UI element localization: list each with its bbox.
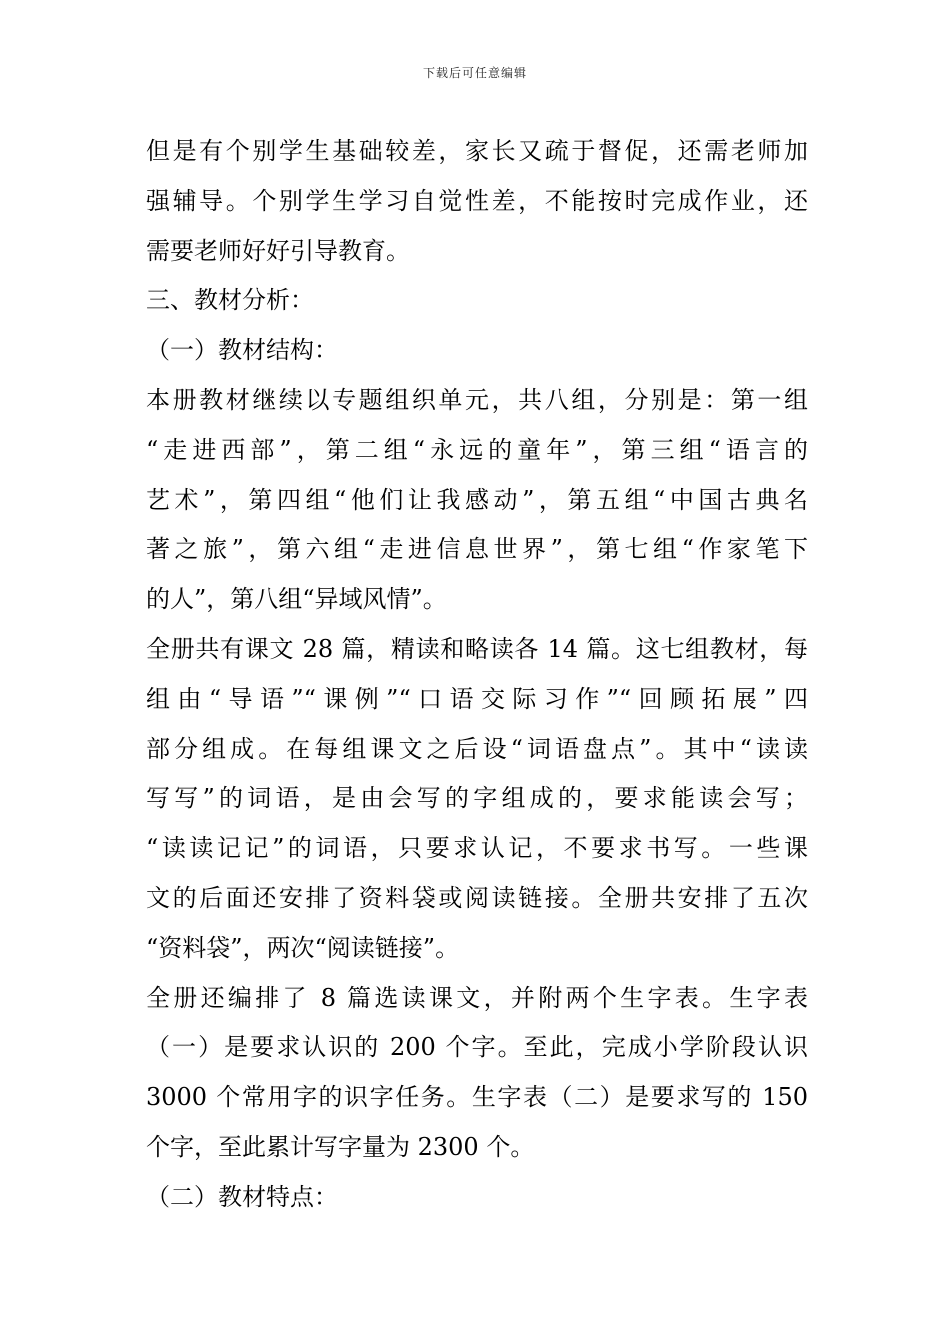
paragraph-line: 著之旅”，第六组“走进信息世界”，第七组“作家笔下 <box>146 535 808 564</box>
paragraph-line: （一）是要求认识的 200 个字。至此，完成小学阶段认识 <box>146 1033 808 1062</box>
paragraph-line: 写写”的词语，是由会写的字组成的，要求能读会写； <box>146 784 808 813</box>
page-header: 下载后可任意编辑 <box>422 66 527 80</box>
paragraph-line: “资料袋”，两次“阅读链接”。 <box>146 933 460 962</box>
paragraph-line: “走进西部”，第二组“永远的童年”，第三组“语言的 <box>146 435 808 464</box>
paragraph-line: 三、教材分析： <box>146 286 314 315</box>
paragraph-line: 但是有个别学生基础较差，家长又疏于督促，还需老师加 <box>146 137 808 165</box>
paragraph-line: 个字，至此累计写字量为 2300 个。 <box>146 1132 535 1161</box>
paragraph-line: 强辅导。个别学生学习自觉性差，不能按时完成作业，还 <box>146 186 808 215</box>
paragraph-line: 本册教材继续以专题组织单元，共八组，分别是：第一组 <box>146 385 808 414</box>
paragraph-line: 艺术”，第四组“他们让我感动”，第五组“中国古典名 <box>146 485 808 514</box>
paragraph-line: “读读记记”的词语，只要求认记，不要求书写。一些课 <box>146 834 808 863</box>
paragraph-line: 组由“导语”“课例”“口语交际习作”“回顾拓展”四 <box>146 684 808 713</box>
paragraph-line: 的人”，第八组“异域风情”。 <box>146 585 447 614</box>
paragraph-line: 部分组成。在每组课文之后设“词语盘点”。其中“读读 <box>146 734 808 763</box>
paragraph-line: 全册还编排了 8 篇选读课文，并附两个生字表。生字表 <box>146 983 808 1012</box>
paragraph-line: （二）教材特点： <box>146 1182 338 1211</box>
paragraph-line: （一）教材结构： <box>146 336 338 365</box>
document-body <box>146 127 808 1223</box>
paragraph-line: 3000 个常用字的识字任务。生字表（二）是要求写的 150 <box>146 1083 808 1112</box>
paragraph-line: 文的后面还安排了资料袋或阅读链接。全册共安排了五次 <box>146 883 808 912</box>
paragraph-line: 全册共有课文 28 篇，精读和略读各 14 篇。这七组教材，每 <box>146 634 808 663</box>
paragraph-line: 需要老师好好引导教育。 <box>146 236 410 265</box>
